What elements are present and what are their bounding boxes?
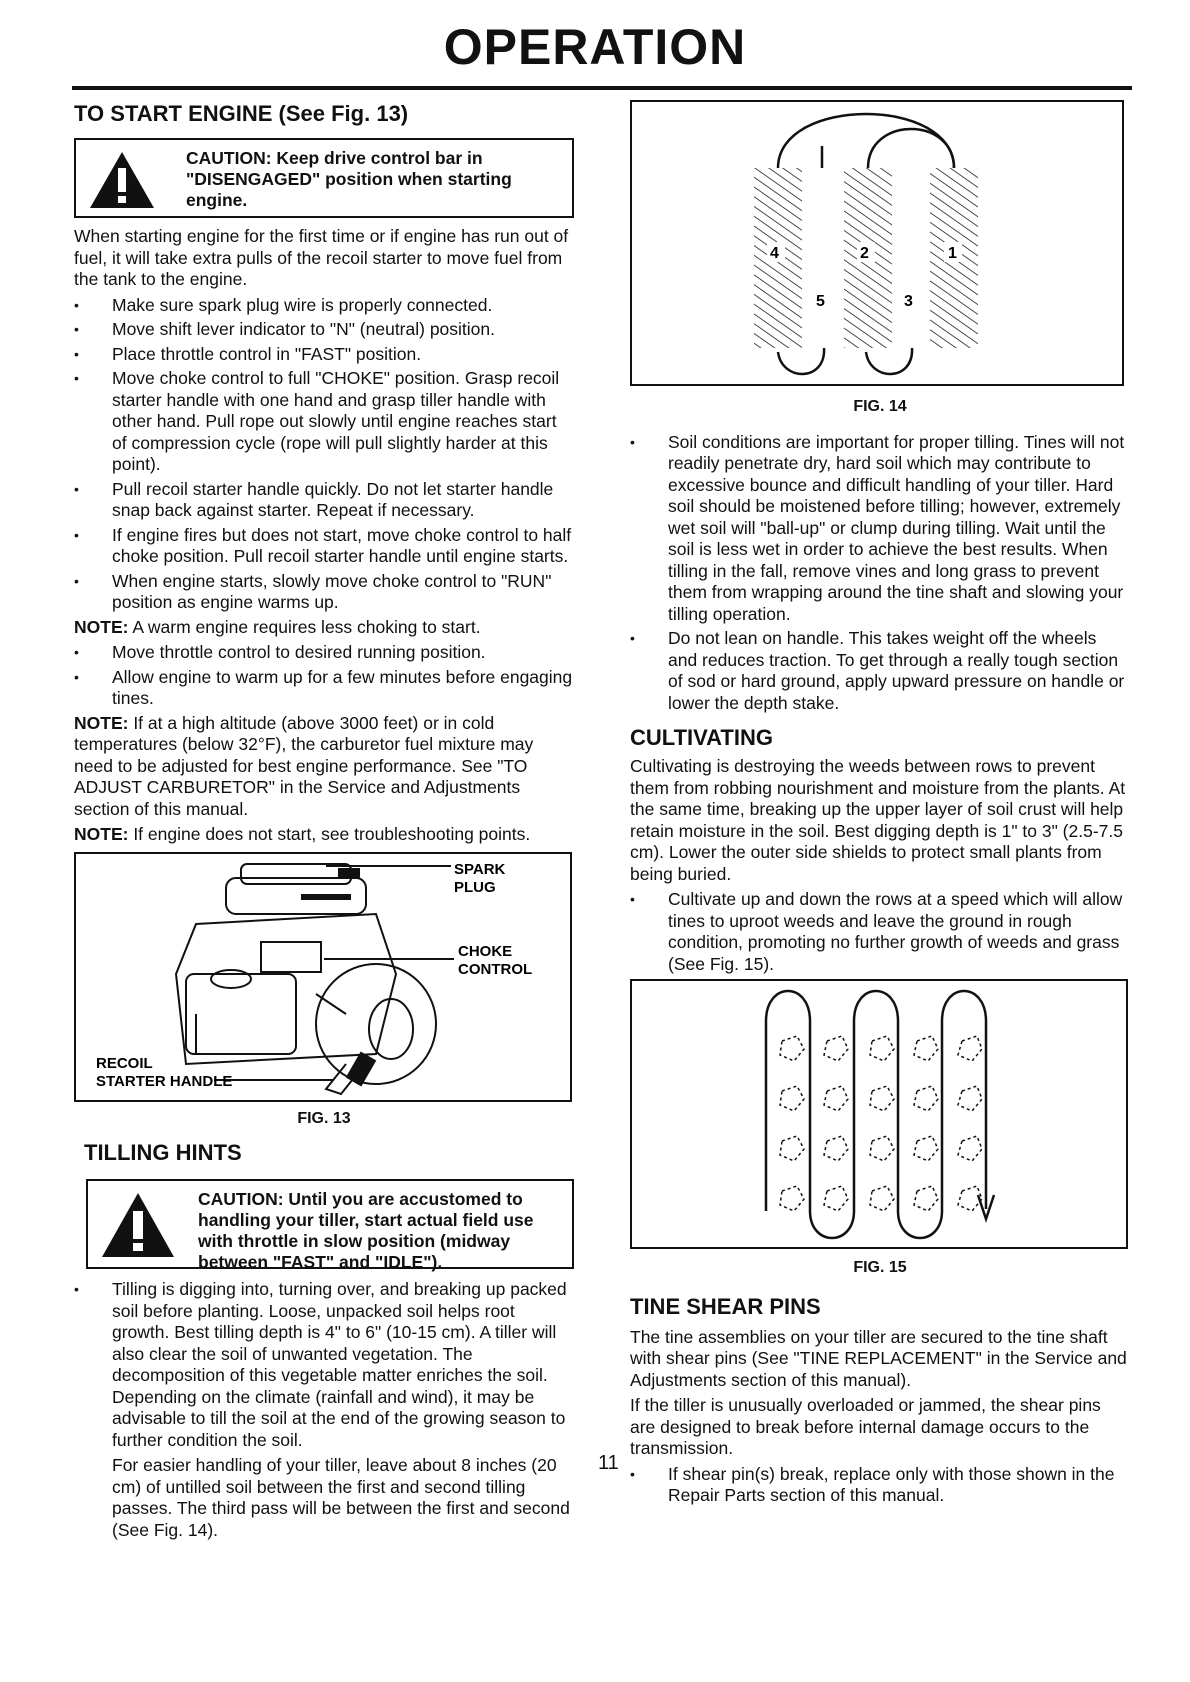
start-step: • Move throttle control to desired running position.	[74, 642, 574, 664]
fig14-caption: FIG. 14	[853, 398, 907, 415]
title-rule	[72, 86, 1132, 90]
warning-icon	[86, 148, 158, 212]
engine-illustration	[76, 854, 570, 1100]
start-engine-heading: TO START ENGINE (See Fig. 13)	[74, 101, 409, 126]
caution-box-start	[74, 138, 574, 218]
fig15-caption: FIG. 15	[853, 1259, 907, 1276]
note-label: NOTE:	[74, 616, 129, 637]
tilling-hint-item	[74, 1279, 574, 1541]
note-warm-engine	[74, 617, 574, 639]
tine-shear-bullet: • If shear pin(s) break, replace only with those shown in the Repair Parts section of this manual.	[630, 1464, 1130, 1507]
tilling-hint-p2: For easier handling of your tiller, leave about 8 inches (20 cm) of untilled soil between the first and second tilling passes. The third pass will be between the first and second (See Fig. 14).	[112, 1455, 570, 1540]
pass-number: 3	[904, 293, 913, 310]
soil-bullets	[630, 432, 1130, 715]
label-recoil: RECOIL	[96, 1054, 153, 1072]
left-column	[74, 100, 574, 1544]
pass-number: 1	[948, 245, 957, 262]
fig13-box	[74, 852, 572, 1102]
tine-shear-p1: The tine assemblies on your tiller are secured to the tine shaft with shear pins (See "TINE REPLACEMENT" in the Service and Adjustments section of this manual).	[630, 1326, 1127, 1390]
page-title: OPERATION	[443, 19, 747, 75]
tine-shear-list	[630, 1464, 1130, 1507]
start-step: • When engine starts, slowly move choke control to "RUN" position as engine warms up.	[74, 571, 574, 614]
fig14-box	[630, 100, 1124, 386]
pass-number: 5	[816, 293, 825, 310]
label-spark: SPARK	[454, 860, 506, 878]
caution-text-tilling: CAUTION: Until you are accustomed to handling your tiller, start actual field use with throttle in slow position (midway between "FAST" and "IDLE").	[198, 1189, 534, 1272]
start-step: • Move choke control to full "CHOKE" position. Grasp recoil starter handle with one hand and grasp tiller handle with other hand. Pull rope out slowly until engine reaches start of compression cycle (rope will pull slightly harder at this point).	[74, 368, 574, 476]
cultivating-pattern-illustration	[632, 981, 1126, 1247]
note-text: If at a high altitude (above 3000 feet) or in cold temperatures (below 32°F), the carburetor fuel mixture may need to be adjusted for best engine performance. See "TO ADJUST CARBURETOR" in the Service and Adjustments section of this manual.	[74, 712, 534, 819]
caution-box-tilling	[86, 1179, 574, 1272]
cultivating-heading: CULTIVATING	[630, 725, 773, 750]
start-step: • If engine fires but does not start, move choke control to half choke position. Pull recoil starter handle until engine starts.	[74, 525, 574, 568]
soil-bullet: • Do not lean on handle. This takes weight off the wheels and reduces traction. To get through a really tough section of sod or hard ground, apply upward pressure on handle or lower the depth stake.	[630, 628, 1130, 714]
note-text: A warm engine requires less choking to start.	[128, 616, 481, 637]
label-plug: PLUG	[454, 878, 496, 896]
fig15-box	[630, 979, 1128, 1249]
warning-icon	[98, 1189, 178, 1261]
start-steps-list	[74, 295, 574, 614]
label-starter-handle: STARTER HANDLE	[96, 1072, 233, 1090]
right-column	[630, 100, 1130, 1510]
note-text: If engine does not start, see troubleshooting points.	[128, 824, 531, 844]
cultivating-list	[630, 889, 1130, 975]
note-label: NOTE:	[74, 712, 129, 733]
tilling-hint-p1: Tilling is digging into, turning over, and breaking up packed soil before planting. Loose, unpacked soil helps root growth. Best tilling depth is 4" to 6" (10-15 cm). A tiller will also clear the soil of unwanted vegetation. The decomposition of this vegetable matter enriches the soil. Depending on the climate (rainfall and wind), it may be advisable to till the soil at the end of the growing season to further condition the soil.	[112, 1279, 567, 1450]
note-altitude	[74, 713, 574, 821]
fig13-caption: FIG. 13	[297, 1109, 351, 1127]
note-troubleshooting	[74, 824, 574, 846]
start-steps-list-2	[74, 642, 574, 710]
start-step: • Make sure spark plug wire is properly connected.	[74, 295, 574, 317]
soil-bullet: • Soil conditions are important for proper tilling. Tines will not readily penetrate dry, hard soil which may contribute to excessive bounce and difficult handling of your tiller. Hard soil should be moistened before tilling; however, extremely wet soil will "ball-up" or clump during tilling. Wait until the soil is less wet in order to achieve the best results. When tilling in the fall, remove vines and long grass to prevent them from wrapping around the tine shaft and slowing your tilling operation.	[630, 432, 1130, 626]
start-step: • Allow engine to warm up for a few minutes before engaging tines.	[74, 667, 574, 710]
start-step: • Pull recoil starter handle quickly. Do not let starter handle snap back against starter. Repeat if necessary.	[74, 479, 574, 522]
start-step: • Place throttle control in "FAST" position.	[74, 344, 574, 366]
tilling-list	[74, 1279, 574, 1541]
label-control: CONTROL	[458, 960, 533, 978]
start-intro: When starting engine for the first time or if engine has run out of fuel, it will take extra pulls of the recoil starter to move fuel from the tank to the engine.	[74, 226, 569, 289]
label-choke: CHOKE	[458, 942, 513, 960]
pass-number: 2	[860, 245, 869, 262]
cultivating-text: Cultivating is destroying the weeds between rows to prevent them from robbing nourishment and moisture from the plants. At the same time, breaking up the upper layer of soil crust will help retain moisture in the soil. Best digging depth is 1" to 3" (2.5-7.5 cm). Lower the outer side shields to protect small plants from being buried.	[630, 756, 1126, 884]
start-step: • Move shift lever indicator to "N" (neutral) position.	[74, 319, 574, 341]
tilling-hints-heading: TILLING HINTS	[84, 1140, 242, 1165]
caution-text-start: CAUTION: Keep drive control bar in "DISENGAGED" position when starting engine.	[186, 148, 512, 210]
pass-number: 4	[770, 245, 779, 262]
tine-shear-heading: TINE SHEAR PINS	[630, 1293, 821, 1319]
note-label: NOTE:	[74, 824, 129, 844]
page-number: 11	[598, 1452, 619, 1474]
tine-shear-p2: If the tiller is unusually overloaded or jammed, the shear pins are designed to break before internal damage occurs to the transmission.	[630, 1395, 1101, 1458]
cultivating-bullet: • Cultivate up and down the rows at a speed which will allow tines to uproot weeds and leave the ground in rough condition, promoting no further growth of weeds and grass (See Fig. 15).	[630, 889, 1130, 975]
tilling-pattern-illustration	[632, 102, 1122, 384]
